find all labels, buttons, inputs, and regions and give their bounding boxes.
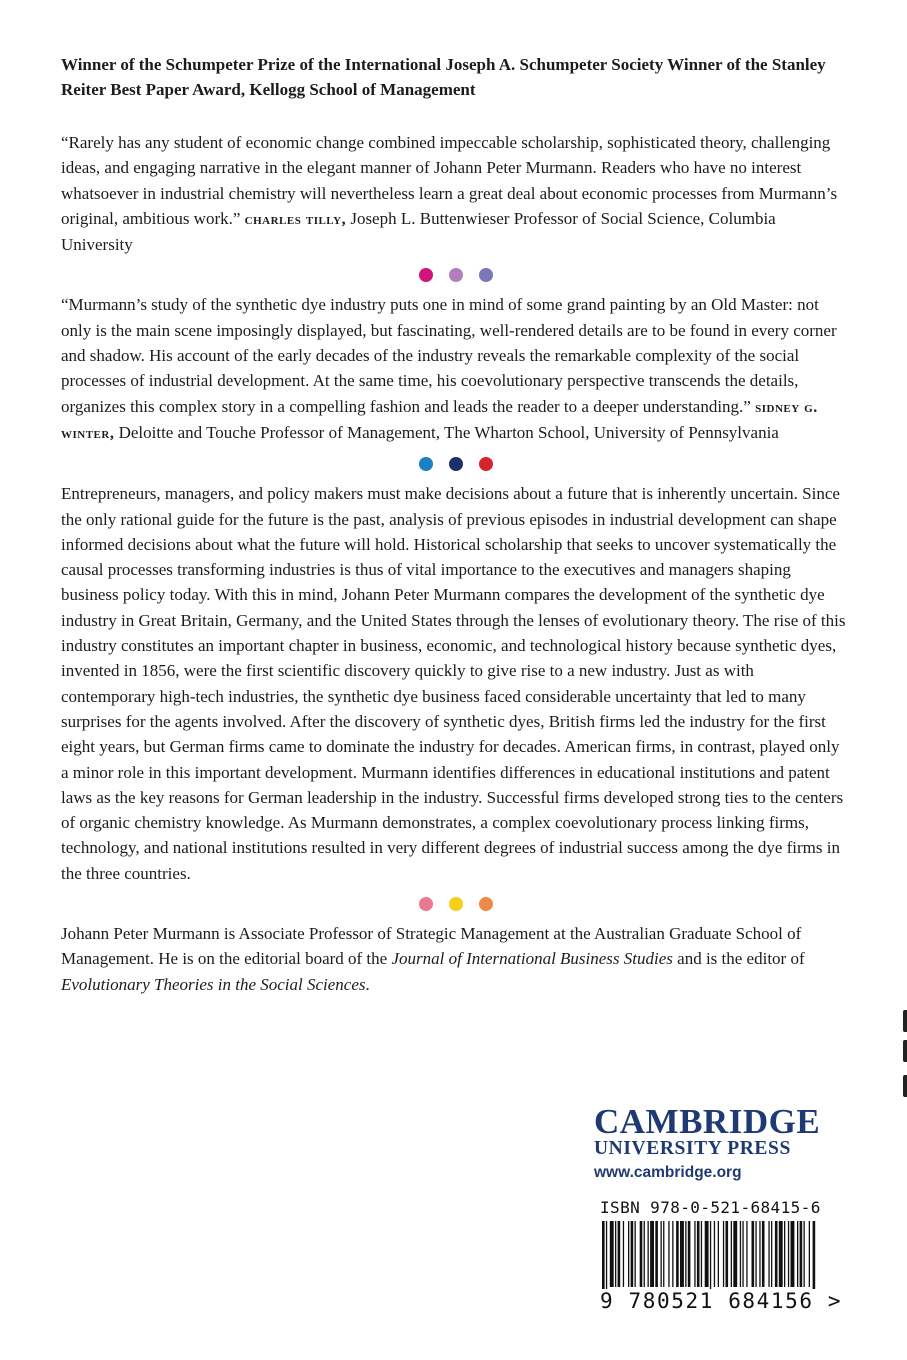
quote-text: “Rarely has any student of economic change combined impeccable scholarship, sophisticated theory, challenging ideas, and engaging narrative in the elegant manner of Johann Peter Murmann. Readers who have no interest whatsoever in industrial chemistry will nevertheless learn a great deal about economic processes from Murmann’s original, ambitious work.” bbox=[61, 133, 838, 228]
divider-dot bbox=[449, 457, 463, 471]
publisher-logo bbox=[594, 1102, 826, 1184]
barcode-icon bbox=[600, 1221, 820, 1296]
quote-author: sidney g. winter, bbox=[61, 398, 818, 442]
barcode-digits: 9 780521 684156 > bbox=[600, 1289, 843, 1313]
divider-dots-2 bbox=[61, 449, 851, 479]
book-series-title: Evolutionary Theories in the Social Sciences bbox=[61, 974, 366, 994]
book-description: Entrepreneurs, managers, and policy makers must make decisions about a future that is inherently uncertain. Since the only rational guide for the future is the past, analysis of previous episodes in industrial development can shape informed decisions about what the future will hold. Historical scholarship that seeks to uncover systematically the causal processes transforming industries is thus of vital importance to the executives and managers shaping business policy today. With this in mind, Johann Peter Murmann compares the development of the synthetic dye industry in Great Britain, Germany, and the United States through the lenses of evolutionary theory. The rise of this industry constitutes an important chapter in business, economic, and technological history because synthetic dyes, invented in 1856, were the first scientific discovery quickly to give rise to a new industry. Just as with contemporary high-tech industries, the synthetic dye business faced considerable uncertainty that led to many surprises for the agents involved. After the discovery of synthetic dyes, British firms led the industry for the first eight years, but German firms came to dominate the industry for decades. American firms, in contrast, played only a minor role in this important development. Murmann identifies differences in educational institutions and patent laws as the key reasons for German leadership in the industry. Successful firms developed strong ties to the centers of organic chemistry knowledge. As Murmann demonstrates, a complex coevolutionary process linking firms, technology, and national institutions resulted in very different degrees of industrial success among the dye firms in the three countries. bbox=[61, 484, 846, 883]
edge-mark bbox=[903, 1040, 907, 1062]
edge-mark bbox=[903, 1075, 907, 1097]
divider-dots-3 bbox=[61, 889, 851, 919]
divider-dot bbox=[449, 897, 463, 911]
back-cover-text bbox=[61, 52, 851, 997]
divider-dot bbox=[479, 457, 493, 471]
quote-author: charles tilly, bbox=[244, 210, 347, 228]
divider-dot bbox=[479, 268, 493, 282]
publisher-name: CAMBRIDGE bbox=[594, 1102, 821, 1141]
divider-dot bbox=[419, 897, 433, 911]
quote-affiliation: Joseph L. Buttenwieser Professor of Social Science, Columbia University bbox=[61, 208, 776, 255]
divider-dots-1 bbox=[61, 260, 851, 290]
divider-dot bbox=[479, 897, 493, 911]
review-quote-winter bbox=[61, 292, 851, 446]
edge-mark bbox=[903, 1010, 907, 1032]
quote-affiliation: Deloitte and Touche Professor of Management, The Wharton School, University of Pennsylvania bbox=[118, 422, 779, 442]
divider-dot bbox=[419, 457, 433, 471]
awards-heading: Winner of the Schumpeter Prize of the International Joseph A. Schumpeter Society Winner of the Stanley Reiter Best Paper Award, Kellogg School of Management bbox=[61, 55, 826, 99]
publisher-url: www.cambridge.org bbox=[594, 1164, 742, 1181]
publisher-subtitle: UNIVERSITY PRESS bbox=[594, 1138, 791, 1159]
divider-dot bbox=[449, 268, 463, 282]
journal-title: Journal of International Business Studies bbox=[391, 949, 673, 969]
author-bio: Johann Peter Murmann is Associate Professor of Strategic Management at the Australian Graduate School of Management. He is on the editorial board of the Journal of International Business Studies and is the editor of Evolutionary Theories in the Social Sciences. bbox=[61, 924, 805, 994]
review-quote-tilly bbox=[61, 130, 851, 257]
isbn-label: ISBN 978-0-521-68415-6 bbox=[600, 1198, 821, 1217]
quote-text: “Murmann’s study of the synthetic dye industry puts one in mind of some grand painting by an Old Master: not only is the main scene imposingly displayed, but fascinating, well-rendered details are to be found in every corner and shadow. His account of the early decades of the industry reveals the remarkable complexity of the social processes of industrial development. At the same time, his coevolutionary perspective transcends the details, organizes this complex story in a compelling fashion and leads the reader to a deeper understanding.” bbox=[61, 295, 837, 416]
divider-dot bbox=[419, 268, 433, 282]
